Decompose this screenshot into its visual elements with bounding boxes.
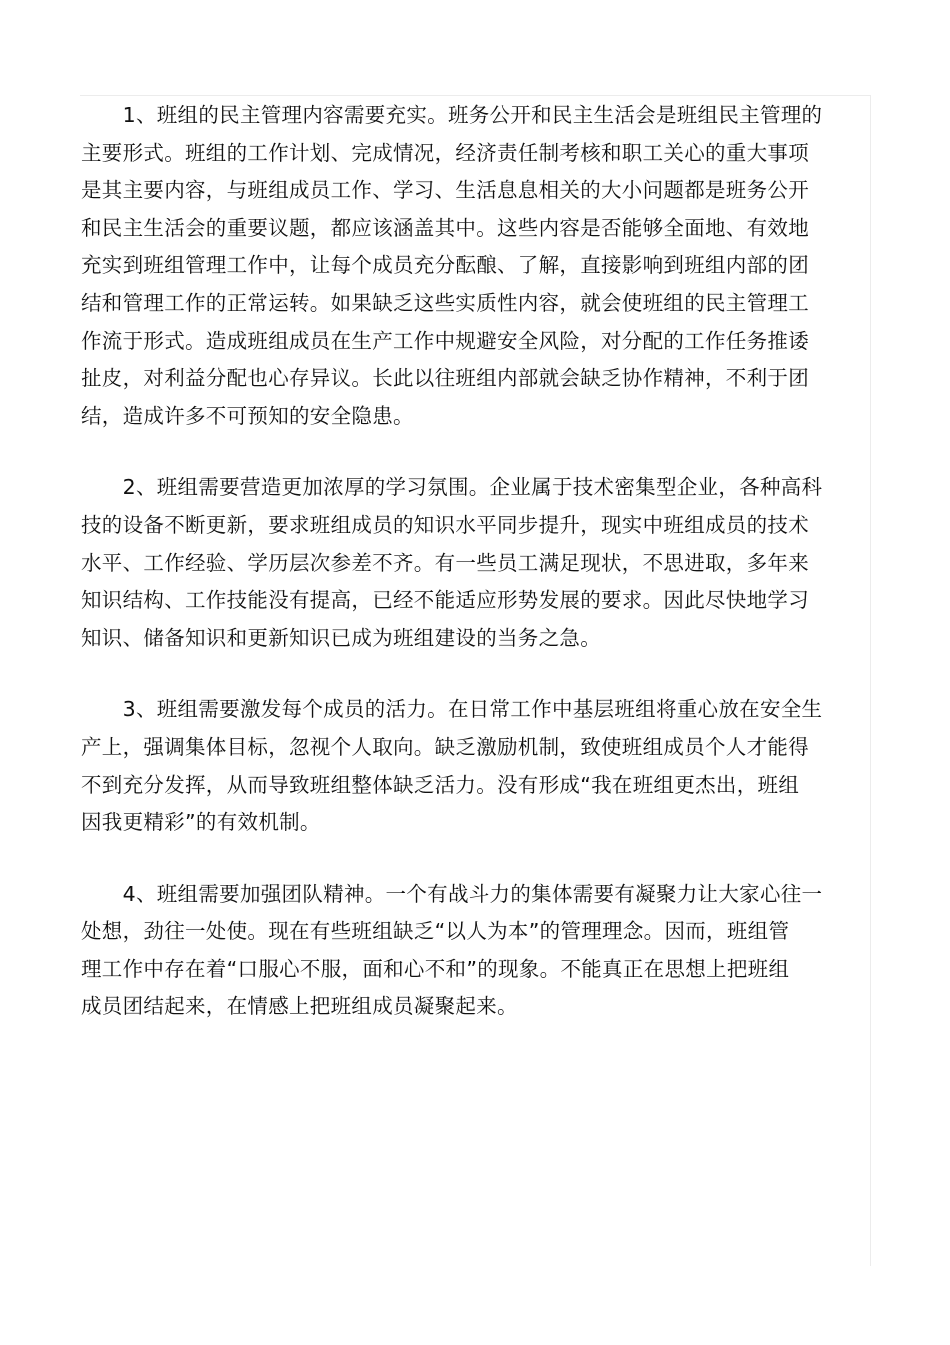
text-line: 产上，强调集体目标，忽视个人取向。缺乏激励机制，致使班组成员个人才能得 [81, 734, 809, 759]
text-line: 1、班组的民主管理内容需要充实。班务公开和民主生活会是班组民主管理的 [81, 103, 823, 127]
text-line: 和民主生活会的重要议题，都应该涵盖其中。这些内容是否能够全面地、有效地 [81, 215, 809, 240]
text-line: 2、班组需要营造更加浓厚的学习氛围。企业属于技术密集型企业，各种高科 [81, 475, 823, 500]
text-line: 不到充分发挥，从而导致班组整体缺乏活力。没有形成“我在班组更杰出，班组 [81, 772, 800, 797]
text-line: 是其主要内容，与班组成员工作、学习、生活息息相关的大小问题都是班务公开 [81, 178, 809, 203]
paragraph-1 [81, 97, 827, 435]
text-line: 处想，劲往一处使。现在有些班组缺乏“以人为本”的管理理念。因而，班组管 [81, 919, 790, 944]
text-line: 成员团结起来，在情感上把班组成员凝聚起来。 [81, 994, 518, 1019]
text-line: 作流于形式。造成班组成员在生产工作中规避安全风险，对分配的工作任务推诿 [81, 328, 809, 353]
text-line: 水平、工作经验、学历层次参差不齐。有一些员工满足现状，不思进取，多年来 [81, 550, 809, 575]
text-line: 充实到班组管理工作中，让每个成员充分酝酿、了解，直接影响到班组内部的团 [81, 253, 809, 278]
text-line: 主要形式。班组的工作计划、完成情况，经济责任制考核和职工关心的重大事项 [81, 140, 809, 165]
text-line: 知识、储备知识和更新知识已成为班组建设的当务之急。 [81, 625, 601, 650]
text-line: 知识结构、工作技能没有提高，已经不能适应形势发展的要求。因此尽快地学习 [81, 588, 809, 613]
text-line: 理工作中存在着“口服心不服，面和心不和”的现象。不能真正在思想上把班组 [81, 956, 790, 981]
paragraph-4 [81, 876, 827, 1026]
text-line: 技的设备不断更新，要求班组成员的知识水平同步提升，现实中班组成员的技术 [81, 512, 809, 537]
text-line: 4、班组需要加强团队精神。一个有战斗力的集体需要有凝聚力让大家心往一 [81, 881, 823, 906]
text-line: 3、班组需要激发每个成员的活力。在日常工作中基层班组将重心放在安全生 [81, 697, 823, 722]
text-line: 结，造成许多不可预知的安全隐患。 [81, 403, 414, 428]
paragraph-2 [81, 469, 827, 657]
text-line: 扯皮，对利益分配也心存异议。长此以往班组内部就会缺乏协作精神，不利于团 [81, 366, 809, 391]
paragraph-3 [81, 691, 827, 841]
text-line: 因我更精彩”的有效机制。 [81, 810, 321, 835]
document-body [81, 97, 827, 1060]
text-line: 结和管理工作的正常运转。如果缺乏这些实质性内容，就会使班组的民主管理工 [81, 290, 809, 315]
